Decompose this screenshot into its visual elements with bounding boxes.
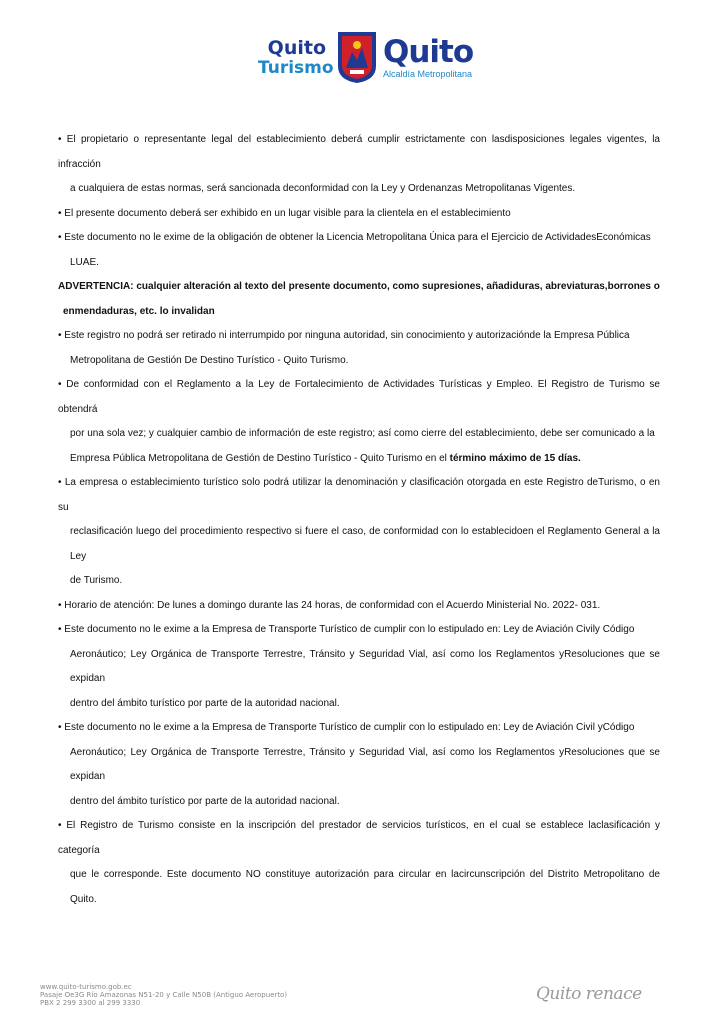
paragraph-line: por una sola vez; y cualquier cambio de información de este registro; así como cierre del establecimiento, debe ser comunicado a la [70, 428, 655, 439]
paragraph-line: dentro del ámbito turístico por parte de la autoridad nacional. [70, 795, 340, 807]
paragraph-registry-definition [58, 814, 660, 912]
paragraph-line: de Turismo. [70, 575, 123, 586]
paragraph-line: reclasificación luego del procedimiento respectivo si fuere el caso, de conformidad con lo establecidoen el Reglamento General a la Ley [70, 526, 660, 562]
paragraph-line: • El Registro de Turismo consiste en la inscripción del prestador de servicios turísticos, en el cual se establece laclasificación y categoría [58, 820, 660, 856]
document-body [58, 128, 660, 912]
paragraph-line: • El propietario o representante legal del establecimiento deberá cumplir estrictamente con lasdisposiciones legales vigentes, la infracción [58, 134, 660, 170]
warning-notice [58, 275, 660, 324]
paragraph-registry-removal [58, 324, 660, 373]
paragraph-line: • La empresa o establecimiento turístico solo podrá utilizar la denominación y clasificación otorgada en este Registro deTurismo, o en su [58, 477, 660, 513]
alcaldia-logo-title: Quito [383, 34, 474, 70]
paragraph-transport-2 [58, 716, 660, 814]
paragraph-line: • Este documento no le exime de la obligación de obtener la Licencia Metropolitana Única para el Ejercicio de ActividadesEconómicas [58, 232, 651, 243]
paragraph-line: • Horario de atención: De lunes a domingo durante las 24 horas, de conformidad con el Acuerdo Ministerial No. 2022- 031. [58, 599, 601, 611]
quito-turismo-logo-line2: Turismo [258, 58, 334, 78]
paragraph-line: dentro del ámbito turístico por parte de la autoridad nacional. [70, 697, 340, 709]
paragraph-line: • Este documento no le exime a la Empresa de Transporte Turístico de cumplir con lo estipulado en: Ley de Aviación Civil yCódigo [58, 722, 635, 733]
footer-address: Pasaje Oe3G Río Amazonas N51-20 y Calle N50B (Antiguo Aeropuerto) [40, 991, 288, 999]
quito-coat-of-arms-icon [336, 30, 378, 84]
paragraph-luae [58, 226, 660, 275]
warning-line: enmendaduras, etc. lo invalidan [63, 305, 215, 317]
quito-turismo-logo [258, 37, 334, 82]
paragraph-line: • De conformidad con el Reglamento a la Ley de Fortalecimiento de Actividades Turísticas y Empleo. El Registro de Turismo se obtendrá [58, 379, 660, 415]
paragraph-transport-1 [58, 618, 660, 716]
paragraph-text: Empresa Pública Metropolitana de Gestión de Destino Turístico - Quito Turismo en el [70, 452, 450, 464]
paragraph-line: • Este documento no le exime a la Empresa de Transporte Turístico de cumplir con lo estipulado en: Ley de Aviación Civily Código [58, 624, 635, 635]
paragraph-line: Aeronáutico; Ley Orgánica de Transporte Terrestre, Tránsito y Seguridad Vial, así como los Reglamentos yResoluciones que se expidan [70, 746, 660, 782]
footer-phone: PBX 2 299 3300 al 299 3330 [40, 999, 141, 1007]
paragraph-line: Metropolitana de Gestión De Destino Turístico - Quito Turismo. [70, 354, 349, 366]
alcaldia-logo [383, 36, 493, 86]
footer-website: www.quito-turismo.gob.ec [40, 983, 132, 991]
paragraph-line: que le corresponde. Este documento NO constituye autorización para circular en lacircunscripción del Distrito Metropolitano de Quito. [70, 869, 660, 905]
paragraph-line [58, 447, 660, 472]
page-footer [40, 983, 400, 1007]
paragraph-line: Aeronáutico; Ley Orgánica de Transporte Terrestre, Tránsito y Seguridad Vial, así como los Reglamentos yResoluciones que se expidan [70, 648, 660, 684]
paragraph-line: • El presente documento deberá ser exhibido en un lugar visible para la clientela en el establecimiento [58, 207, 511, 219]
paragraph-schedule [58, 594, 660, 619]
paragraph-line: LUAE. [70, 256, 99, 268]
quito-renace-signature: Quito renace [536, 984, 642, 1004]
alcaldia-logo-subtitle: Alcaldía Metropolitana [383, 69, 473, 79]
paragraph-display-notice [58, 202, 660, 227]
deadline-emphasis: término máximo de 15 días. [449, 452, 581, 464]
warning-line: ADVERTENCIA: cualquier alteración al texto del presente documento, como supresiones, añadiduras, abreviaturas,borrones o [58, 281, 660, 292]
paragraph-line: a cualquiera de estas normas, será sancionada deconformidad con la Ley y Ordenanzas Metropolitanas Vigentes. [70, 183, 576, 194]
paragraph-line: • Este registro no podrá ser retirado ni interrumpido por ninguna autoridad, sin conocimiento y autorizaciónde la Empresa Pública [58, 330, 630, 341]
paragraph-legal-compliance [58, 128, 660, 202]
paragraph-regulation [58, 373, 660, 471]
page-header [0, 30, 724, 90]
paragraph-classification [58, 471, 660, 594]
quito-turismo-logo-line1: Quito [267, 37, 326, 59]
